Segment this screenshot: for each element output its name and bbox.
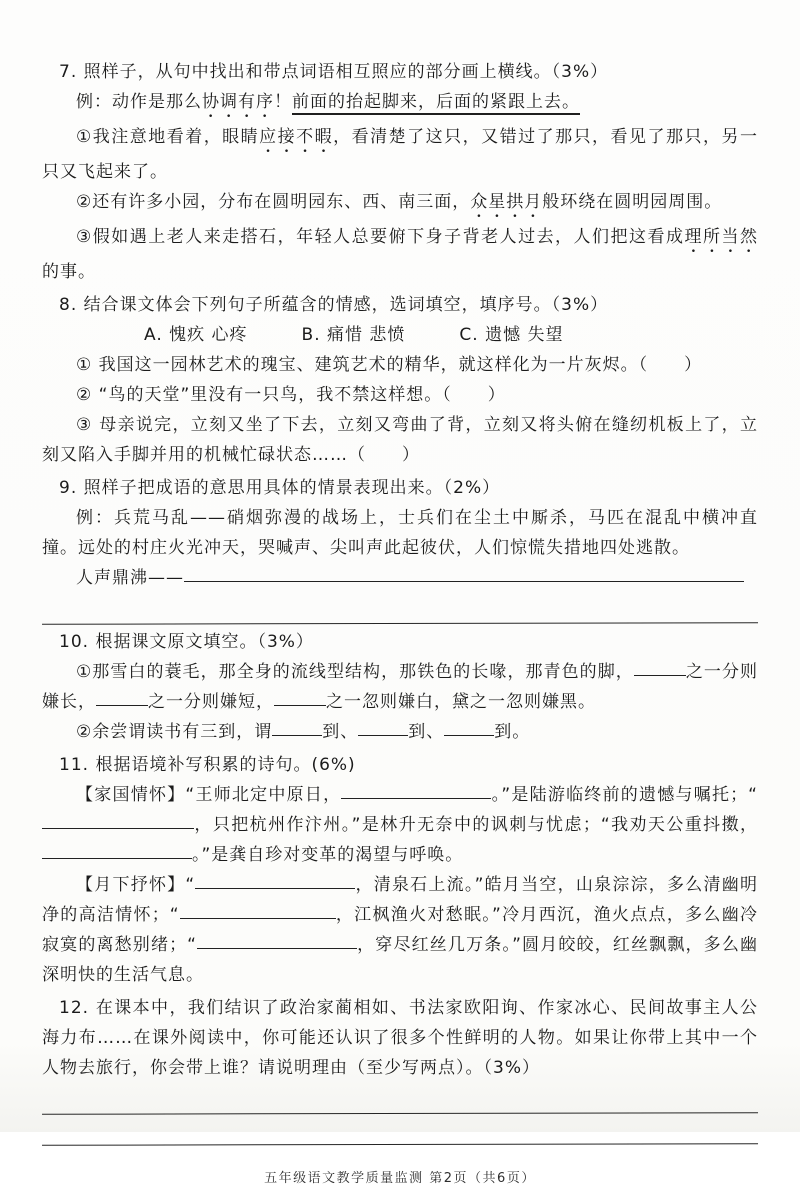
text-run: ①我注意地看着，眼睛: [76, 127, 260, 147]
q9-answer-line: [42, 592, 758, 624]
text-run: 。”是龚自珍对变革的渴望与呼唤。: [192, 845, 464, 865]
text-run: ③ 母亲说完，立刻又坐了下去，立刻又弯曲了背，立刻又将头俯在缝纫机板上了，立刻又陷入手脚并用的机械忙碌状态……（ ）: [42, 415, 758, 465]
fill-in-blank: [197, 935, 357, 949]
fill-in-blank: [42, 815, 194, 829]
q7-example: [42, 87, 758, 122]
page-footer: 五年级语文教学质量监测 第2页（共6页）: [264, 1171, 536, 1186]
fill-in-blank: [274, 692, 326, 706]
q11-paragraph-1: [42, 780, 758, 870]
emphasized-text: 协调有序: [202, 92, 274, 112]
text-run: 到、: [322, 722, 359, 742]
text-run: 到、: [408, 722, 445, 742]
text-run: 的事。: [42, 262, 96, 282]
text-run: 7. 照样子，从句中找出和带点词语相互照应的部分画上横线。（3%）: [59, 62, 609, 82]
emphasized-text: 理所当然: [684, 227, 758, 247]
text-run: ②还有许多小园，分布在圆明园东、西、南三面，: [76, 192, 471, 212]
q8-sentence-1: [42, 350, 758, 380]
text-run: 例：兵荒马乱——硝烟弥漫的战场上，士兵们在尘土中厮杀，马匹在混乱中横冲直撞。远处的村庄火光冲天，哭喊声、尖叫声此起彼伏，人们惊慌失措地四处逃散。: [42, 508, 758, 558]
text-run: ，江枫渔火对愁眠。”冷月西沉，渔火点点，多么幽冷寂寞的离愁别绪；“: [42, 905, 758, 955]
exam-body: [42, 57, 758, 1145]
q7-stem: [42, 57, 758, 87]
text-run: 9. 照样子把成语的意思用具体的情景表现出来。（2%）: [59, 478, 501, 498]
text-run: A. 愧疚 心疼 B. 痛惜 悲愤 C. 遗憾 失望: [144, 325, 564, 345]
q7-sentence-2: [42, 187, 758, 222]
q7-sentence-1: [42, 122, 758, 187]
fill-in-blank: [96, 692, 148, 706]
q12-answer-line-2: [42, 1113, 758, 1145]
q9-stem: [42, 473, 758, 503]
text-run: 例：动作是那么: [76, 92, 202, 112]
text-run: ③假如遇上老人来走搭石，年轻人总要俯下身子背老人过去，人们把这看成: [76, 227, 685, 247]
q10-sentence-2: [42, 717, 758, 747]
underlined-text: 前面的抬起脚来，后面的紧跟上去。: [292, 92, 580, 115]
text-run: 【家国情怀】“王师北定中原日，: [76, 785, 342, 805]
fill-in-blank: [180, 905, 336, 919]
text-run: ！: [274, 92, 292, 112]
text-run: ，看清楚了这只，又错过了那只，看见了那只，另一只又飞起来了。: [42, 127, 759, 182]
emphasized-text: 应接不暇: [259, 127, 334, 147]
q10-sentence-1: [42, 657, 758, 717]
q11-stem: [42, 750, 758, 780]
text-run: 12. 在课本中，我们结识了政治家蔺相如、书法家欧阳询、作家冰心、民间故事主人公海力布……在课外阅读中，你可能还认识了很多个性鲜明的人物。如果让你带上其中一个人物去旅行，你会带上谁？请说明理由（至少写两点）。（3%）: [42, 998, 758, 1078]
text-run: ② “鸟的天堂”里没有一只鸟，我不禁这样想。（ ）: [76, 385, 506, 405]
text-run: ，清泉石上流。”皓月当空，山泉淙淙，多么清幽明净的高洁情怀；“: [42, 875, 758, 925]
text-run: ，穿尽红丝几万条。”圆月皎皎，红丝飘飘，多么幽深明快的生活气息。: [42, 935, 758, 985]
q8-stem: [42, 290, 758, 320]
fill-in-blank: [634, 662, 686, 676]
fill-in-blank: [42, 845, 192, 859]
text-run: 。”是陆游临终前的遗憾与嘱托；“: [491, 785, 758, 805]
fill-in-blank: [358, 722, 408, 736]
text-run: 10. 根据课文原文填空。（3%）: [59, 632, 314, 652]
text-run: 11. 根据语境补写积累的诗句。(6%): [59, 755, 356, 775]
text-run: 般环绕在圆明园周围。: [542, 192, 723, 212]
text-run: 人声鼎沸——: [76, 568, 184, 588]
text-run: ① 我国这一园林艺术的瑰宝、建筑艺术的精华，就这样化为一片灰烬。（ ）: [76, 355, 703, 375]
fill-in-blank: [184, 568, 744, 582]
fill-in-blank: [444, 722, 494, 736]
q9-answer-prompt: [42, 563, 758, 593]
q11-paragraph-2: [42, 870, 758, 990]
q7-sentence-3: [42, 222, 758, 287]
emphasized-text: 众星拱月: [470, 192, 543, 212]
q8-sentence-3: [42, 410, 758, 470]
q8-options: [42, 320, 758, 350]
text-run: 之一分则嫌长，: [42, 662, 758, 712]
q12-answer-line-1: [42, 1082, 758, 1114]
q12-stem: [42, 993, 758, 1083]
text-run: ①那雪白的蓑毛，那全身的流线型结构，那铁色的长喙，那青色的脚，: [76, 662, 634, 682]
q9-example: [42, 503, 758, 563]
fill-in-blank: [341, 785, 491, 799]
text-run: 之一分则嫌短，: [148, 692, 274, 712]
text-run: ②余尝谓读书有三到，谓: [76, 722, 273, 742]
q10-stem: [42, 627, 758, 657]
text-run: ，只把杭州作汴州。”是林升无奈中的讽刺与忧虑；“我劝天公重抖擞，: [194, 815, 758, 835]
text-run: 到。: [494, 722, 531, 742]
fill-in-blank: [195, 875, 355, 889]
fill-in-blank: [272, 722, 322, 736]
text-run: 【月下抒怀】“: [76, 875, 196, 895]
text-run: 之一忽则嫌白，黛之一忽则嫌黑。: [326, 692, 596, 712]
q8-sentence-2: [42, 380, 758, 410]
text-run: 8. 结合课文体会下列句子所蕴含的情感，选词填空，填序号。（3%）: [59, 295, 609, 315]
